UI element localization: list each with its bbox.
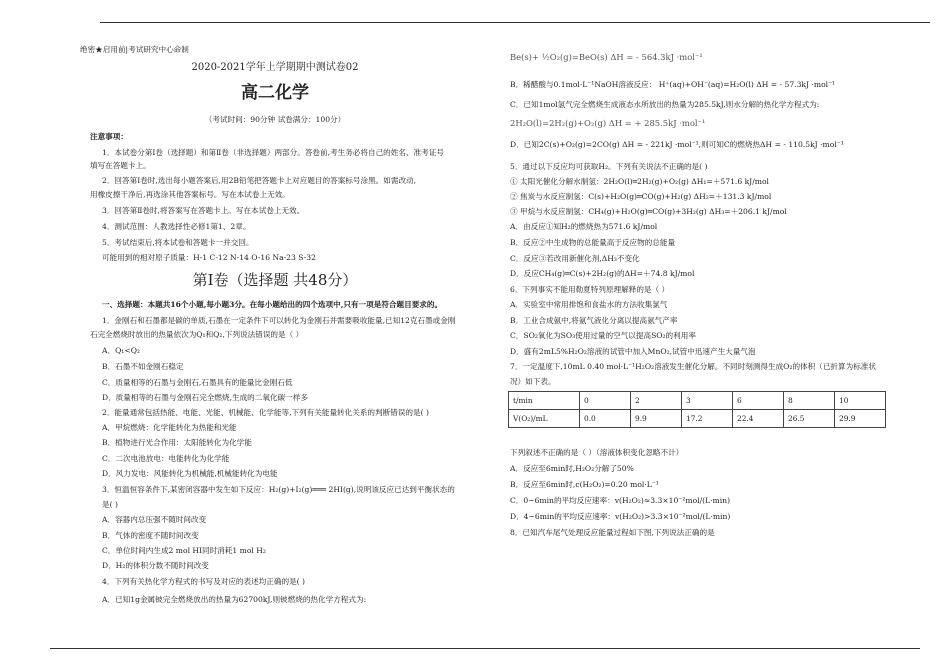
option-line: C．0~6min的平均反应速率：v(H₂O₂)≈3.3×10⁻²mol/(L·min) (510, 496, 731, 505)
option-line: C．二次电池放电：电能转化为化学能 (102, 454, 230, 463)
table-cell: 6 (733, 392, 784, 410)
note-line: 2．回答第Ⅰ卷时,选出每小题答案后,用2B铅笔把答题卡上对应题目的答案标号涂黑。如需改动, (102, 176, 417, 185)
note-line: 1．本试卷分第Ⅰ卷（选择题）和第Ⅱ卷（非选择题）两部分。答卷前,考生务必将自己的姓名、准考证号 (102, 148, 444, 157)
table-cell: t/min (509, 392, 580, 410)
option-line: B．稀醋酸与0.1mol·L⁻¹NaOH溶液反应： H⁺(aq)+OH⁻(aq)=H₂O(l) ΔH = - 57.3kJ ·mol⁻¹ (510, 80, 836, 89)
option-line: D．风力发电：风能转化为机械能,机械能转化为电能 (102, 469, 278, 478)
exam-title: 2020-2021学年上学期期中测试卷02 (191, 62, 359, 73)
table-cell: V(O₂)/mL (509, 410, 580, 428)
bottom-rule (50, 648, 920, 649)
option-line: B．反应②中生成物的总能量高于反应物的总能量 (510, 238, 676, 247)
secret-header: 绝密★启用前|考试研究中心命制 (80, 45, 189, 54)
table-cell: 17.2 (682, 410, 733, 428)
option-line: D．质量相等的石墨与金刚石完全燃烧,生成的二氧化碳一样多 (102, 393, 308, 402)
option-line: D．反应CH₄(g)═C(s)+2H₂(g)的ΔH=＋74.8 kJ/mol (510, 269, 695, 278)
note-line: 用橡皮擦干净后,再选涂其他答案标号。写在本试卷上无效。 (90, 190, 290, 199)
option-line: C．已知1mol氢气完全燃烧生成液态水所放出的热量为285.5kJ,则水分解的热化学方程式为: (510, 100, 820, 109)
table-row (509, 392, 886, 410)
question-line: 6．下列事实不能用勒夏特列原理解释的是（ ） (510, 285, 670, 294)
option-line: A．Q₁<Q₂ (102, 346, 140, 355)
option-line: A．实验室中常用排饱和食盐水的方法收集氯气 (510, 300, 668, 309)
note-line: 4．测试范围：人教选择性必修1第1、2章。 (102, 222, 251, 231)
option-line: B．植物进行光合作用：太阳能转化为化学能 (102, 438, 252, 447)
section-title: 第Ⅰ卷（选择题 共48分） (192, 271, 358, 289)
atomic-mass-line: 可能用到的相对原子质量：H-1 C-12 N-14 O-16 Na-23 S-32 (102, 253, 316, 262)
option-line: C．单位时间内生成2 mol HI同时消耗1 mol H₂ (102, 546, 266, 555)
question-line: 4．下列有关热化学方程式的书写及对应的表述均正确的是( ) (102, 577, 306, 586)
option-line: B．反应至6min时,c(H₂O₂)=0.20 mol·L⁻¹ (510, 480, 659, 489)
reaction-line: ③ 甲烷与水反应制氢：CH₄(g)+H₂O(g)═CO(g)+3H₂(g) ΔH₃=＋206.1 kJ/mol (510, 207, 787, 216)
option-line: D．H₂的体积分数不随时间改变 (102, 561, 209, 570)
note-line: 3．回答第Ⅱ卷时,将答案写在答题卡上。写在本试卷上无效。 (102, 206, 305, 215)
section-instruction: 一、选择题：本题共16个小题,每小题3分。在每小题给出的四个选项中,只有一项是符合题目要求的。 (102, 300, 443, 309)
question-line: 是( ) (102, 500, 118, 509)
table-row (509, 410, 886, 428)
option-line: A．甲烷燃烧：化学能转化为热能和光能 (102, 423, 237, 432)
data-table (508, 391, 886, 428)
option-line: B．工业合成氨中,将氨气液化分离以提高氨气产率 (510, 316, 678, 325)
option-line: D．4~6min的平均反应速率：v(H₂O₂)>3.3×10⁻²mol/(L·min) (510, 512, 731, 521)
formula-line: 2H₂O(l)=2H₂(g)+O₂(g) ΔH = + 285.5kJ ·mol⁻¹ (510, 118, 706, 128)
subject-title: 高二化学 (241, 83, 309, 103)
question-line: 8．已知汽车尾气处理反应能量过程如下图,下列说法正确的是 (510, 528, 715, 537)
option-line: C．质量相等的石墨与金刚石,石墨具有的能量比金刚石低 (102, 378, 293, 387)
table-cell: 29.9 (835, 410, 886, 428)
reaction-line: ② 焦炭与水反应制氢：C(s)+H₂O(g)═CO(g)+H₂(g) ΔH₂=＋131.3 kJ/mol (510, 192, 772, 201)
option-line: D．盛有2mL5%H₂O₂溶液的试管中加入MnO₂,试管中迅速产生大量气泡 (510, 347, 756, 356)
option-line: C．反应③若改用新催化剂,ΔH₃不变化 (510, 254, 640, 263)
table-cell: 9.9 (631, 410, 682, 428)
option-line: A．已知1g金属铍完全燃烧放出的热量为62700kJ,则铍燃烧的热化学方程式为: (102, 595, 367, 604)
table-cell: 0 (580, 392, 631, 410)
question-line: 5．通过以下反应均可获取H₂。下列有关说法不正确的是( ) (510, 162, 708, 171)
reaction-line: ① 太阳光催化分解水制氢：2H₂O(l)═2H₂(g)+O₂(g) ΔH₁=＋571.6 kJ/mol (510, 177, 769, 186)
question-line: 石完全燃烧时放出的热量依次为Q₁和Q₂,下列说法错误的是（ ） (90, 330, 304, 339)
option-line: D．已知2C(s)+O₂(g)=2CO(g) ΔH = - 221kJ ·mol⁻¹,则可知C的燃烧热ΔH = - 110.5kJ ·mol⁻¹ (510, 140, 844, 149)
option-line: C．SO₂氧化为SO₃使用过量的空气以提高SO₂的利用率 (510, 331, 696, 340)
table-cell: 22.4 (733, 410, 784, 428)
exam-meta: （考试时间：90分钟 试卷满分：100分） (204, 115, 346, 124)
question-line: 下列叙述不正确的是（ ）（溶液体积变化忽略不计） (510, 448, 684, 457)
table-cell: 2 (631, 392, 682, 410)
option-line: A．容器内总压强不随时间改变 (102, 515, 207, 524)
option-line: A．反应至6min时,H₂O₂分解了50% (510, 464, 634, 473)
option-line: B．石墨不如金刚石稳定 (102, 362, 184, 371)
table-cell: 0.0 (580, 410, 631, 428)
note-line: 填写在答题卡上。 (90, 161, 151, 170)
table-cell: 26.5 (784, 410, 835, 428)
question-line: 3．恒温恒容条件下,某密闭容器中发生如下反应：H₂(g)+I₂(g)═══ 2HI(g),说明该反应已达到平衡状态的 (102, 485, 455, 494)
question-line: 1．金刚石和石墨都是碳的单质,石墨在一定条件下可以转化为金刚石并需要吸收能量,已知12克石墨或金刚 (102, 316, 456, 325)
question-line: 况）如下表。 (510, 377, 556, 386)
table-cell: 8 (784, 392, 835, 410)
formula-line: Be(s)+ ½O₂(g)=BeO(s) ΔH = - 564.3kJ ·mol⁻¹ (510, 52, 703, 62)
note-line: 5．考试结束后,将本试卷和答题卡一并交回。 (102, 238, 254, 247)
top-rule (100, 22, 930, 23)
question-line: 2．能量通常包括热能、电能、光能、机械能、化学能等,下列有关能量转化关系的判断错误的是( ) (102, 408, 429, 417)
table-cell: 3 (682, 392, 733, 410)
option-line: B．气体的密度不随时间改变 (102, 531, 199, 540)
notes-heading: 注意事项： (90, 132, 128, 141)
table-cell: 10 (835, 392, 886, 410)
question-line: 7．一定温度下,10mL 0.40 mol·L⁻¹H₂O₂溶液发生催化分解。不同时刻测得生成O₂的体积（已折算为标准状 (510, 362, 876, 371)
option-line: A．由反应①知H₂的燃烧热为571.6 kJ/mol (510, 222, 658, 231)
